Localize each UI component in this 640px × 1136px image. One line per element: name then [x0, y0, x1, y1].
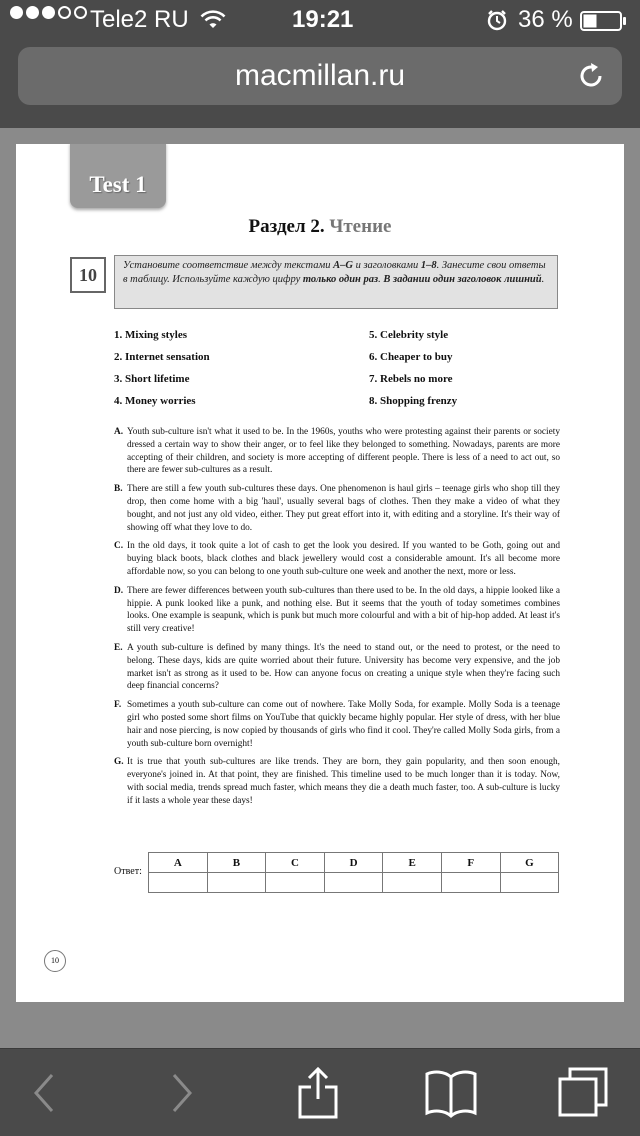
test-tab [70, 144, 166, 208]
paragraph-body: A youth sub-culture is defined by many things. It's the need to stand out, or the need to protest, or the need to belong. These days, kids are quite worried about their future. University has become very expensive, and the job market isn't as strong as it used to be. How can anyone focus on creating a unique style when they're facing such deep financial concerns? [127, 642, 560, 692]
wifi-icon [200, 10, 226, 30]
heading-item: 6. Cheaper to buy [369, 351, 453, 363]
answer-label: Ответ: [114, 866, 142, 877]
answer-column-header: E [383, 853, 442, 873]
text-paragraph [114, 756, 560, 807]
answer-cell [266, 873, 325, 893]
instruction-text: Установите соответствие между текстами [123, 260, 334, 271]
paragraph-body: Sometimes a youth sub-culture can come out of nowhere. Take Molly Soda, for example. Molly Soda is a teenage girl who posted some short films on YouTube that quickly became highly popular. Her style of dress, with her blue hair and nose piercing, is now copied by thousands of girls who find it cool. They're called Molly Soda girls, from a youth sub-culture born overnight! [127, 700, 560, 749]
carrier-name: Tele2 RU [90, 6, 189, 33]
answer-column-header: G [500, 853, 559, 873]
heading-item: 5. Celebrity style [369, 329, 449, 341]
paragraph-body: In the old days, it took quite a lot of cash to get the look you desired. If you wanted to be Goth, going out and buying black boots, black clothes and black jewellery would cost a considerable amount. It's all become more affordable now, so you can belong to one youth sub-culture one week and another the next, more or less. [127, 541, 560, 577]
battery-fill [584, 15, 597, 28]
address-bar[interactable] [18, 47, 622, 105]
answer-column-header: C [266, 853, 325, 873]
answer-column-header: D [324, 853, 383, 873]
text-paragraph [114, 483, 560, 534]
text-paragraph [114, 642, 560, 693]
signal-dot [42, 6, 55, 19]
section-title [16, 216, 624, 238]
answer-table [148, 852, 559, 893]
heading-item: 2. Internet sensation [114, 351, 210, 363]
text-paragraph [114, 426, 560, 477]
instruction-text: и заголовками [352, 260, 421, 271]
answer-column-header: A [149, 853, 208, 873]
address-bar-area [0, 40, 640, 128]
heading-item: 7. Rebels no more [369, 373, 453, 385]
instruction-text: . Занесите свои ответы в таблицу. Используйте каждую цифру [123, 260, 546, 285]
answer-cell [324, 873, 383, 893]
text-paragraph [114, 540, 560, 578]
url-text[interactable]: macmillan.ru [234, 59, 406, 92]
share-icon[interactable] [296, 1065, 340, 1121]
paragraph-body: There are fewer differences between youth sub-cultures than there used to be. In the old days, a hippie looked like a hippie. A punk looked like a punk, and nothing else. But it seems that the youth of today sometimes combines looks. One example is seapunk, which is punk but much more colourful and with a bit of hip-hop added. At least it's still very creative! [127, 585, 560, 635]
signal-dot [10, 6, 23, 19]
answer-column-header: B [207, 853, 266, 873]
heading-item: 8. Shopping frenzy [369, 395, 458, 407]
instruction-bold: В задании один заголовок лишний [383, 274, 542, 285]
paragraph-letter: G. [114, 757, 124, 768]
heading-item: 1. Mixing styles [114, 329, 188, 341]
answer-cell [383, 873, 442, 893]
signal-dot [26, 6, 39, 19]
paragraph-letter: D. [114, 585, 124, 596]
page-number: 10 [44, 950, 66, 972]
paragraph-body: It is true that youth sub-cultures are like trends. They are born, they gain popularity, and then soon enough, everyone's joined in. At that point, they are finished. This timeline used to be much longer than it is today. Now, with social media, trends spread much faster, which means they die a death much faster, too. A sub-culture is lucky if it lasts a whole year these days! [127, 757, 560, 806]
answer-cell [500, 873, 559, 893]
task-number: 10 [70, 257, 106, 293]
signal-dot [74, 6, 87, 19]
instruction-text: . [541, 274, 545, 285]
status-bar [0, 0, 640, 40]
paragraph-letter: A. [114, 427, 124, 437]
instruction-bold: 1–8 [420, 260, 437, 271]
paragraph-letter: F. [114, 700, 122, 711]
document-page [16, 144, 624, 1002]
answer-column-header: F [441, 853, 500, 873]
paragraph-letter: E. [114, 642, 123, 653]
paragraph-letter: B. [114, 484, 123, 495]
browser-toolbar [0, 1048, 640, 1136]
clock: 19:21 [292, 6, 354, 33]
text-paragraph [114, 585, 560, 636]
heading-item: 4. Money worries [114, 395, 196, 407]
section-title-main: Раздел 2. [248, 216, 325, 237]
battery-icon [580, 11, 628, 31]
paragraph-body: Youth sub-culture isn't what it used to be. In the 1960s, youths who were protesting against their parents or society dressed a certain way to show their anger, or to feel like they belonged to something. Nowadays, parents are more accepting of their children, and society is more accepting of different people. There is less of a need to act out, so there are fewer sub-cultures as a result. [127, 427, 560, 476]
answer-cell [207, 873, 266, 893]
web-content[interactable] [0, 128, 640, 1048]
back-icon[interactable] [30, 1065, 58, 1121]
forward-icon[interactable] [168, 1065, 196, 1121]
signal-strength [10, 6, 87, 19]
instruction-bold: A–G [333, 260, 353, 271]
instruction-bold: только один раз [302, 274, 379, 285]
task-instruction [114, 255, 558, 309]
test-tab-label: Test 1 [89, 172, 147, 197]
heading-item: 3. Short lifetime [114, 373, 190, 385]
tabs-icon[interactable] [556, 1065, 610, 1121]
section-title-sub: Чтение [329, 216, 392, 237]
paragraph-body: There are still a few youth sub-cultures these days. One phenomenon is haul girls – teenage girls who shop till they drop, then come home with a big 'haul', usually several bags of clothes. Then they make a video of what they bought, and not just any old video, either. They put great effort into it, with editing and a storyline. It's their way of showing off what they love to do. [127, 484, 560, 533]
bookmarks-icon[interactable] [424, 1065, 478, 1121]
battery-percent: 36 % [518, 6, 573, 33]
answer-cell [441, 873, 500, 893]
paragraph-letter: C. [114, 541, 124, 552]
reading-texts [114, 426, 560, 814]
signal-dot [58, 6, 71, 19]
instruction-text: . [378, 274, 384, 285]
text-paragraph [114, 699, 560, 750]
reload-icon[interactable] [576, 61, 606, 91]
alarm-icon [486, 9, 508, 31]
answer-cell [149, 873, 208, 893]
